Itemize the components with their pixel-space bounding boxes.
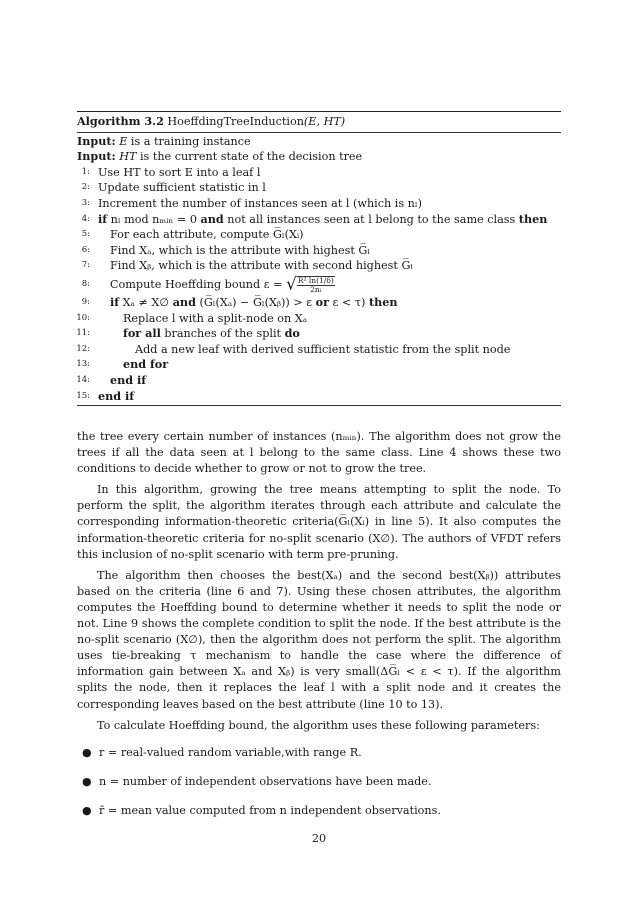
bullet-text: r = real-valued random variable,with range R.	[99, 746, 362, 759]
line-text	[110, 295, 398, 311]
line-text	[110, 274, 335, 296]
algorithm-label: Algorithm 3.2	[77, 114, 164, 128]
line-expr: branches of the split	[164, 327, 282, 341]
body-text	[77, 429, 561, 734]
algorithm-input-line	[77, 134, 561, 150]
algorithm-line	[77, 196, 561, 212]
line-number: 1:	[81, 166, 90, 177]
line-number: 10:	[76, 312, 90, 323]
algorithm-body	[77, 133, 561, 406]
list-item	[82, 746, 562, 762]
line-expr: (G̅ₗ(Xₐ) − G̅ₗ(Xᵦ)) > ε	[199, 295, 313, 309]
paragraph: the tree every certain number of instances (nₘᵢₙ). The algorithm does not grow the trees if all the data seen at l belong to the same class. Line 4 shows these two conditions to decide whether to grow or not to grow the tree.	[77, 430, 561, 476]
algorithm-line	[77, 295, 561, 311]
line-number: 2:	[81, 182, 90, 193]
line-text: Add a new leaf with derived sufficient statistic from the split node	[135, 342, 511, 356]
line-text: Increment the number of instances seen at l (which is nₗ)	[98, 196, 422, 210]
line-number: 14:	[76, 374, 90, 385]
keyword: if	[110, 294, 120, 309]
line-text: end if	[98, 388, 135, 403]
algorithm-line	[77, 227, 561, 243]
fraction-denominator: 2nₗ	[310, 285, 322, 295]
line-text: end if	[110, 372, 147, 387]
algorithm-line	[77, 258, 561, 274]
line-number: 5:	[81, 229, 90, 240]
line-number: 15:	[76, 390, 90, 401]
algorithm-bottom-rule	[77, 405, 561, 406]
line-number: 11:	[76, 328, 90, 339]
algorithm-args: (E, HT)	[303, 115, 346, 128]
algorithm-line	[77, 373, 561, 389]
algorithm-line	[77, 342, 561, 358]
line-expr: not all instances seen at l belong to the same class	[227, 212, 516, 226]
input-label: Input:	[77, 133, 116, 148]
line-text: Find Xᵦ, which is the attribute with second highest G̅ₗ	[110, 259, 414, 273]
line-text	[123, 326, 300, 342]
line-text: end for	[123, 357, 169, 372]
line-number: 7:	[81, 260, 90, 271]
list-item	[82, 804, 562, 820]
input-var: HT	[119, 150, 137, 164]
page-number: 20	[311, 832, 327, 845]
input-text: is a training instance	[127, 134, 251, 148]
algorithm-line	[77, 274, 561, 295]
line-number: 8:	[81, 278, 90, 289]
line-text	[98, 212, 547, 228]
algorithm-line	[77, 212, 561, 228]
keyword: do	[284, 326, 300, 341]
algorithm-box	[77, 111, 561, 406]
keyword: and	[200, 211, 224, 226]
keyword: and	[172, 294, 196, 309]
line-expr: ε < τ)	[332, 295, 366, 309]
algorithm-input-line	[77, 149, 561, 165]
algorithm-line	[77, 311, 561, 327]
keyword: or	[315, 294, 329, 309]
algorithm-line	[77, 357, 561, 373]
fraction	[297, 276, 335, 294]
input-text: is the current state of the decision tree	[136, 150, 363, 164]
algorithm-line	[77, 389, 561, 405]
bullet-text: r̄ = mean value computed from n independent observations.	[99, 804, 441, 817]
line-number: 9:	[81, 296, 90, 307]
algorithm-line	[77, 165, 561, 181]
paragraph: To calculate Hoeffding bound, the algorithm uses these following parameters:	[97, 718, 540, 732]
line-number: 3:	[81, 197, 90, 208]
input-label: Input:	[77, 149, 116, 164]
keyword: then	[368, 294, 398, 309]
line-number: 6:	[81, 244, 90, 255]
line-text: Update sufficient statistic in l	[98, 181, 266, 195]
line-number: 13:	[76, 359, 90, 370]
bullet-icon: ●	[82, 746, 92, 759]
paragraph: The algorithm then chooses the best(Xₐ) and the second best(Xᵦ)) attributes based on the criteria (line 6 and 7). Using these chosen attributes, the algorithm computes the Hoeffding bound to determine whether it needs to split the node or not. Line 9 shows the complete condition to split the node. If the best attribute is the no-split scenario (X∅), then the algorithm does not perform the split. The algorithm uses tie-breaking τ mechanism to handle the case where the difference of information gain between Xₐ and Xᵦ) is very small(ΔG̅ₗ < ε < τ). If the algorithm splits the node, then it replaces the leaf l with a split node and it creates the corresponding leaves based on the best attribute (line 10 to 13).	[77, 568, 561, 711]
line-text: Find Xₐ, which is the attribute with highest G̅ₗ	[110, 243, 371, 257]
input-var: E	[119, 134, 128, 148]
fraction-numerator: R² ln(1/δ)	[297, 276, 334, 286]
keyword: if	[98, 211, 108, 226]
line-number: 4:	[81, 213, 90, 224]
algorithm-line	[77, 180, 561, 196]
line-text: Use HT to sort E into a leaf l	[98, 165, 261, 179]
line-expr: Compute Hoeffding bound ε =	[110, 277, 283, 291]
line-expr: Xₐ ≠ X∅	[122, 295, 170, 309]
algorithm-line	[77, 326, 561, 342]
keyword: for all	[123, 326, 161, 341]
keyword: then	[518, 211, 548, 226]
line-number: 12:	[76, 343, 90, 354]
bullet-list	[82, 746, 562, 833]
line-text: For each attribute, compute G̅ₗ(Xᵢ)	[110, 228, 304, 242]
algorithm-line	[77, 243, 561, 259]
sqrt-expression	[286, 274, 335, 296]
line-text: Replace l with a split-node on Xₐ	[123, 311, 308, 325]
algorithm-title	[77, 112, 561, 132]
algorithm-name: HoeffdingTreeInduction	[167, 115, 304, 128]
bullet-icon: ●	[82, 775, 92, 788]
bullet-icon: ●	[82, 804, 92, 817]
line-expr: nₗ mod nₘᵢₙ = 0	[110, 212, 197, 226]
sqrt-sign: √	[285, 274, 297, 295]
list-item	[82, 775, 562, 791]
bullet-text: n = number of independent observations have been made.	[99, 775, 432, 788]
paragraph: In this algorithm, growing the tree means attempting to split the node. To perform the split, the algorithm iterates through each attribute and calculate the corresponding information-theoretic criteria(G̅ₗ(Xᵢ) in line 5). It also computes the information-theoretic criteria for no-split scenario (X∅). The authors of VFDT refers this inclusion of no-split scenario with term pre-pruning.	[77, 483, 561, 561]
